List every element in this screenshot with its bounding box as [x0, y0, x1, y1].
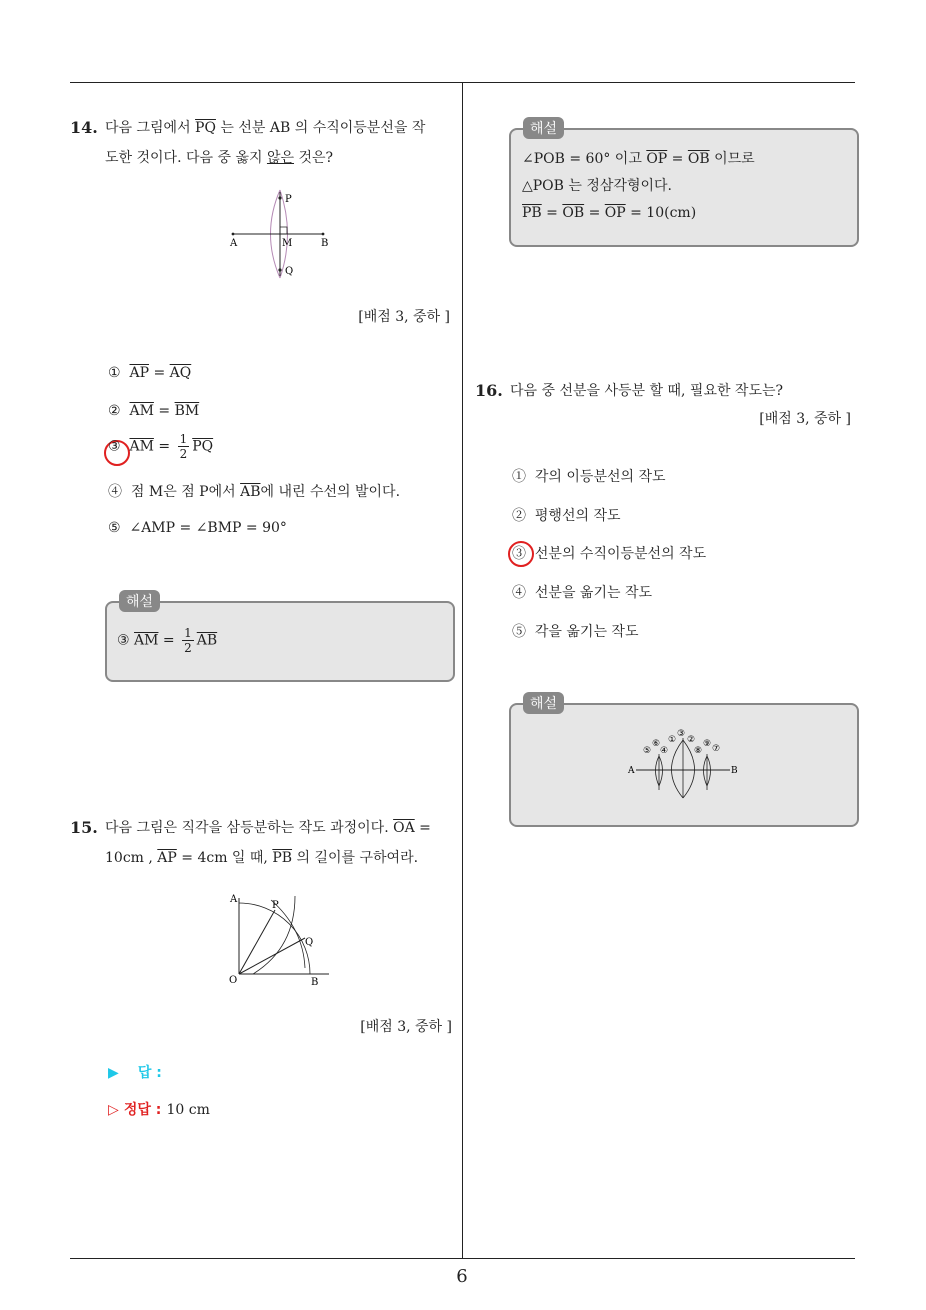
q15-line1: 다음 그림은 직각을 삼등분하는 작도 과정이다. $\overline{OA}$ =	[105, 820, 431, 836]
q14-option-3-fraction: $\frac{1}{2}$	[179, 432, 188, 461]
q15-answer-arrow: ▶	[108, 1065, 119, 1081]
q14-figure	[225, 186, 335, 282]
q15-label-b: B	[311, 977, 319, 988]
q16-option-1[interactable]: ① 각의 이등분선의 작도	[512, 469, 666, 485]
q14-option-5[interactable]: ⑤ ∠AMP = ∠BMP = 90°	[108, 520, 287, 536]
q14-option-3[interactable]: ③ $\overline{AM}$ = $\frac{1}{2}$ $\overline{PQ}$	[108, 432, 214, 461]
bottom-rule	[70, 1258, 855, 1259]
q16-label-n6: ⑥	[652, 739, 661, 749]
q15-correct-label: 정답 :	[123, 1102, 162, 1118]
q16-explain-tag: 해설	[523, 692, 564, 714]
q16-left-lens-a	[656, 756, 660, 786]
q15-answer-label: 답 :	[137, 1065, 162, 1081]
q16-label-n8: ⑧	[694, 746, 703, 756]
q14-label-q: Q	[285, 266, 294, 277]
q14-explain-fraction: $\frac{1}{2}$	[184, 626, 192, 655]
q14-line1: 다음 그림에서 $\overline{PQ}$ 는 선분 AB 의 수직이등분선을 작	[105, 120, 426, 136]
q16-score: [배점 3, 중하 ]	[759, 411, 851, 427]
q16-option-2[interactable]: ② 평행선의 작도	[512, 508, 621, 524]
q15-correct-arrow: ▷	[108, 1102, 119, 1118]
q15-correct-row	[108, 1099, 210, 1119]
q14-line2: 도한 것이다. 다음 중 옳지 않은 것은?	[105, 150, 334, 166]
q16-label-n4: ④	[660, 746, 669, 756]
q16-right-lens-b	[707, 756, 711, 786]
q14-label-b: B	[321, 238, 329, 249]
q16-label-n1: ①	[668, 735, 677, 745]
q14-explain-text: ③ $\overline{AM}$ = $\frac{1}{2}$ $\overline{AB}$	[117, 626, 218, 655]
q16-option-4[interactable]: ④ 선분을 옮기는 작도	[512, 585, 652, 601]
q16-label-a: A	[628, 766, 635, 776]
q15-number: 15.	[70, 818, 98, 837]
q16-option-3[interactable]: ③ 선분의 수직이등분선의 작도	[512, 546, 707, 562]
right-explain-tag: 해설	[523, 117, 564, 139]
q16-text: 다음 중 선분을 사등분 할 때, 필요한 작도는?	[510, 383, 784, 399]
q14-point-a	[232, 233, 235, 236]
page-number: 6	[456, 1266, 468, 1287]
q15-label-p: P	[272, 900, 279, 911]
q16-big-lens-right	[683, 740, 695, 798]
q15-answer-row	[108, 1062, 162, 1082]
q14-text	[105, 113, 457, 173]
q14-point-b	[322, 233, 325, 236]
q15-score: [배점 3, 중하 ]	[360, 1019, 452, 1035]
q16-label-n9: ⑨	[703, 739, 712, 749]
q15-arc-big	[239, 903, 310, 974]
q15-label-o: O	[229, 975, 238, 986]
q15-label-q: Q	[305, 937, 314, 948]
q14-explain-tag: 해설	[119, 590, 160, 612]
right-explain-line2: △POB 는 정삼각형이다.	[522, 178, 672, 194]
q16-label-n2: ②	[687, 735, 696, 745]
q14-option-4[interactable]: ④ 점 M은 점 P에서 $\overline{AB}$에 내린 수선의 발이다.	[108, 484, 401, 500]
right-explain-text	[522, 146, 755, 227]
q16-right-lens-a	[704, 756, 708, 786]
q14-right-angle	[280, 227, 287, 234]
q14-number: 14.	[70, 118, 98, 137]
right-explain-line3: $\overline{PB} = \overline{OB} = \overline{OP} = 10(cm)$	[522, 205, 697, 221]
q16-label-n7: ⑦	[712, 744, 721, 754]
q15-text	[105, 813, 457, 873]
q14-score: [배점 3, 중하 ]	[358, 309, 450, 325]
q15-figure	[225, 888, 335, 988]
q14-option-1[interactable]: ① $\overline{AP} = \overline{AQ}$	[108, 365, 192, 381]
right-explain-line1: ∠POB = 60° 이고 $\overline{OP} = \overline{OB}$ 이므로	[522, 151, 755, 167]
q16-label-n3: ③	[677, 729, 686, 739]
q16-explain-figure	[626, 726, 742, 800]
column-divider	[462, 82, 463, 1259]
q14-point-p	[278, 196, 281, 199]
q15-line2: 10cm , $\overline{AP} = 4cm$ 일 때, $\overline{PB}$ 의 길이를 구하여라.	[105, 850, 419, 866]
q16-label-b: B	[731, 766, 738, 776]
q14-label-p: P	[285, 194, 292, 205]
q16-option-5[interactable]: ⑤ 각을 옮기는 작도	[512, 624, 639, 640]
q14-label-m: M	[282, 238, 293, 249]
q16-big-lens-left	[672, 740, 684, 798]
q14-point-q	[278, 268, 281, 271]
q14-label-a: A	[230, 238, 238, 249]
q14-option-2[interactable]: ② $\overline{AM} = \overline{BM}$	[108, 403, 200, 419]
q16-label-n5: ⑤	[643, 746, 652, 756]
q15-label-a: A	[230, 894, 238, 905]
q16-number: 16.	[475, 381, 503, 400]
q16-left-lens-b	[659, 756, 663, 786]
q15-correct-value: 10 cm	[166, 1102, 210, 1118]
